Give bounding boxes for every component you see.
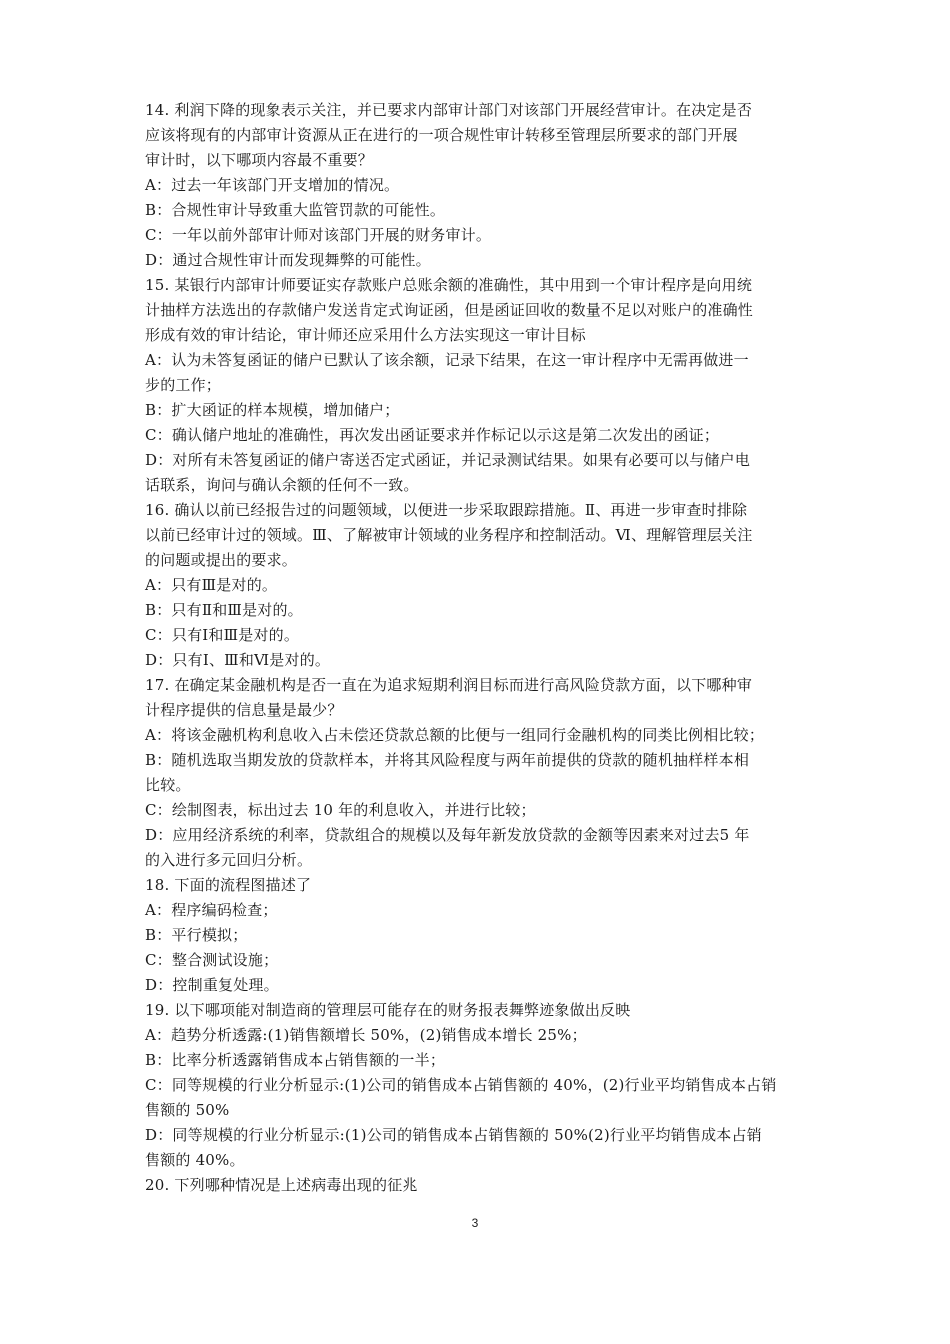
text-line: C：确认储户地址的准确性，再次发出函证要求并作标记以示这是第二次发出的函证； — [145, 426, 720, 444]
text-line: B：扩大函证的样本规模，增加储户； — [145, 401, 400, 419]
text-line: D：应用经济系统的利率，贷款组合的规模以及每年新发放贷款的金额等因素来对过去5 年 — [145, 826, 750, 844]
text-line: 售额的 40%。 — [145, 1151, 245, 1169]
text-line: 形成有效的审计结论，审计师还应采用什么方法实现这一审计目标 — [145, 326, 586, 344]
text-line: 19. 以下哪项能对制造商的管理层可能存在的财务报表舞弊迹象做出反映 — [145, 1001, 631, 1019]
text-line: B：只有Ⅱ和Ⅲ是对的。 — [145, 601, 303, 619]
text-line: A：过去一年该部门开支增加的情况。 — [145, 176, 400, 194]
text-line: A：趋势分析透露:(1)销售额增长 50%，(2)销售成本增长 25%； — [145, 1026, 587, 1044]
text-line: D：对所有未答复函证的储户寄送否定式函证，并记录测试结果。如果有必要可以与储户电 — [145, 451, 751, 469]
text-line: 比较。 — [145, 776, 191, 794]
text-line: 审计时，以下哪项内容最不重要？ — [145, 151, 374, 169]
text-line: 步的工作； — [145, 376, 222, 394]
text-line: 18. 下面的流程图描述了 — [145, 876, 312, 894]
text-line: C：绘制图表，标出过去 10 年的利息收入，并进行比较； — [145, 801, 536, 819]
text-line: 话联系，询问与确认余额的任何不一致。 — [145, 476, 419, 494]
document-body — [145, 98, 820, 1198]
text-line: D：控制重复处理。 — [145, 976, 279, 994]
text-line: 17. 在确定某金融机构是否一直在为追求短期利润目标而进行高风险贷款方面，以下哪种审 — [145, 676, 753, 694]
text-line: D：通过合规性审计而发现舞弊的可能性。 — [145, 251, 431, 269]
text-line: 15. 某银行内部审计师要证实存款账户总账余额的准确性，其中用到一个审计程序是向用统 — [145, 276, 753, 294]
text-line: D：同等规模的行业分析显示:(1)公司的销售成本占销售额的 50%(2)行业平均销售成本占销 — [145, 1126, 762, 1144]
text-line: 应该将现有的内部审计资源从正在进行的一项合规性审计转移至管理层所要求的部门开展 — [145, 126, 738, 144]
text-line: B：比率分析透露销售成本占销售额的一半； — [145, 1051, 446, 1069]
text-line: 的入进行多元回归分析。 — [145, 851, 313, 869]
text-line: C：整合测试设施； — [145, 951, 279, 969]
text-line: 14. 利润下降的现象表示关注，并已要求内部审计部门对该部门开展经营审计。在决定是否 — [145, 101, 753, 119]
text-line: C：一年以前外部审计师对该部门开展的财务审计。 — [145, 226, 492, 244]
text-line: D：只有Ⅰ、Ⅲ和Ⅵ是对的。 — [145, 651, 331, 669]
text-line: B：平行模拟； — [145, 926, 248, 944]
text-line: C：同等规模的行业分析显示:(1)公司的销售成本占销售额的 40%，(2)行业平均销售成本占销 — [145, 1076, 777, 1094]
text-line: 以前已经审计过的领域。Ⅲ、了解被审计领域的业务程序和控制活动。Ⅵ、理解管理层关注 — [145, 526, 753, 544]
text-line: 20. 下列哪种情况是上述病毒出现的征兆 — [145, 1176, 418, 1194]
text-line: C：只有Ⅰ和Ⅲ是对的。 — [145, 626, 300, 644]
page-number: 3 — [471, 1216, 479, 1230]
text-line: 计程序提供的信息量是最少？ — [145, 701, 343, 719]
text-line: A：只有Ⅲ是对的。 — [145, 576, 278, 594]
text-line: A：认为未答复函证的储户已默认了该余额，记录下结果，在这一审计程序中无需再做进一 — [145, 351, 749, 369]
text-line: 计抽样方法选出的存款储户发送肯定式询证函，但是函证回收的数量不足以对账户的准确性 — [145, 301, 754, 319]
text-line: B：合规性审计导致重大监管罚款的可能性。 — [145, 201, 446, 219]
text-line: 16. 确认以前已经报告过的问题领域，以便进一步采取跟踪措施。Ⅱ、再进一步审查时排除 — [145, 501, 748, 519]
text-line: 的问题或提出的要求。 — [145, 551, 298, 569]
text-line: A：程序编码检查； — [145, 901, 278, 919]
text-line: A：将该金融机构利息收入占未偿还贷款总额的比便与一组同行金融机构的同类比例相比较； — [145, 726, 765, 744]
text-line: 售额的 50% — [145, 1101, 230, 1119]
text-line: B：随机选取当期发放的贷款样本，并将其风险程度与两年前提供的贷款的随机抽样样本相 — [145, 751, 750, 769]
